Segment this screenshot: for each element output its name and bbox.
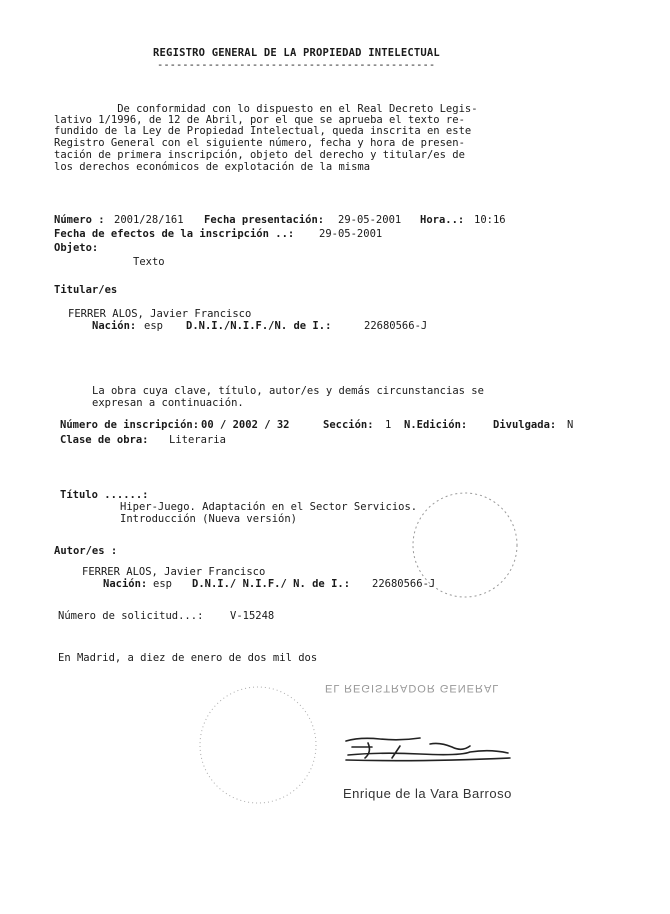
- titulo-line: Hiper-Juego. Adaptación en el Sector Servicios.: [120, 501, 418, 513]
- document-title: REGISTRO GENERAL DE LA PROPIEDAD INTELECTUAL: [153, 47, 440, 59]
- intro-line: lativo 1/1996, de 12 de Abril, por el que se aprueba el texto re-: [54, 114, 465, 126]
- seccion-label: Sección:: [323, 419, 374, 431]
- inscripcion-label: Número de inscripción:: [60, 419, 200, 431]
- efectos-label: Fecha de efectos de la inscripción ..:: [54, 228, 295, 240]
- intro-line: De conformidad con lo dispuesto en el Real Decreto Legis-: [54, 103, 478, 115]
- fecha-value: 29-05-2001: [338, 214, 402, 226]
- titulares-label: Titular/es: [54, 284, 118, 296]
- hora-value: 10:16: [474, 214, 506, 226]
- intro-line: Registro General con el siguiente número, fecha y hora de presen-: [54, 137, 465, 149]
- clase-value: Literaria: [169, 434, 226, 446]
- seccion-value: 1: [385, 419, 392, 431]
- autor-nacion: esp: [153, 578, 172, 590]
- autor-dni: 22680566-J: [372, 578, 436, 590]
- inscripcion-value: 00 / 2002 / 32: [201, 419, 290, 431]
- intro-line: los derechos económicos de explotación de la misma: [54, 161, 371, 173]
- fecha-label: Fecha presentación:: [204, 214, 325, 226]
- objeto-value: Texto: [133, 256, 165, 268]
- titular-dni-label: D.N.I./N.I.F./N. de I.:: [186, 320, 332, 332]
- titular-dni: 22680566-J: [364, 320, 428, 332]
- titular-nacion: esp: [144, 320, 163, 332]
- intro-line: tación de primera inscripción, objeto del derecho y titular/es de: [54, 149, 465, 161]
- titular-nacion-label: Nación:: [92, 320, 137, 332]
- titular-nombre: FERRER ALOS, Javier Francisco: [68, 308, 252, 320]
- obra-text: expresan a continuación.: [92, 397, 244, 409]
- title-underline: --------------------------------------------: [157, 59, 436, 71]
- divulgada-value: N: [567, 419, 574, 431]
- clase-label: Clase de obra:: [60, 434, 149, 446]
- titulo-label: Título ......:: [60, 489, 149, 501]
- stamp-text-mirrored: EL REGISTRADOR GENERAL: [325, 682, 500, 694]
- handwritten-signature: [346, 738, 510, 761]
- numero-label: Número :: [54, 214, 105, 226]
- obra-text: La obra cuya clave, título, autor/es y demás circunstancias se: [92, 385, 484, 397]
- efectos-value: 29-05-2001: [319, 228, 383, 240]
- autores-label: Autor/es :: [54, 545, 118, 557]
- autor-nacion-label: Nación:: [103, 578, 148, 590]
- place-date: En Madrid, a diez de enero de dos mil dos: [58, 652, 318, 664]
- stamp-seal-left: [200, 687, 316, 803]
- objeto-label: Objeto:: [54, 242, 99, 254]
- numero-value: 2001/28/161: [114, 214, 184, 226]
- edicion-label: N.Edición:: [404, 419, 468, 431]
- hora-label: Hora..:: [420, 214, 465, 226]
- intro-line: fundido de la Ley de Propiedad Intelectual, queda inscrita en este: [54, 125, 472, 137]
- signatory-name: Enrique de la Vara Barroso: [343, 786, 512, 801]
- solicitud-label: Número de solicitud...:: [58, 610, 204, 622]
- divulgada-label: Divulgada:: [493, 419, 557, 431]
- solicitud-value: V-15248: [230, 610, 275, 622]
- autor-dni-label: D.N.I./ N.I.F./ N. de I.:: [192, 578, 351, 590]
- titulo-line: Introducción (Nueva versión): [120, 513, 298, 525]
- autor-nombre: FERRER ALOS, Javier Francisco: [82, 566, 266, 578]
